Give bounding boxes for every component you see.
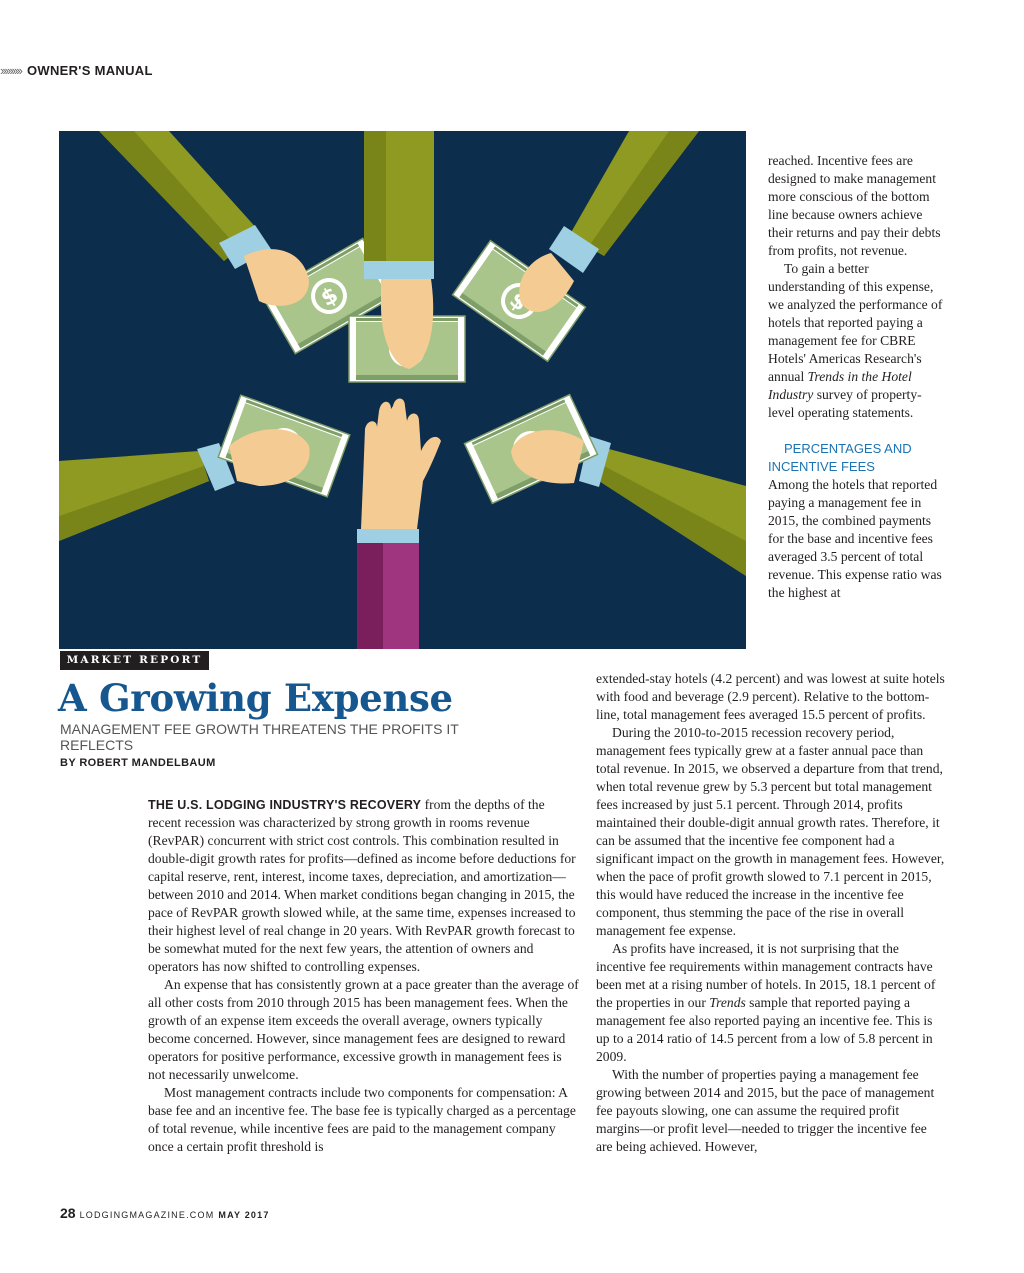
paragraph: During the 2010-to-2015 recession recovery period, management fees typically grew at a faster annual pace than total revenue. In 2015, we observed a departure from that trend, when total revenue grew by 5.3 percent but total management fees increased by just 5.1 percent. Through 2014, profits maintained their double-digit annual growth rates. Therefore, it can be assumed that the incentive fee component had a significant impact on the growth in management fees. However, when the pace of profit growth slowed to 7.1 percent in 2015, this would have reduced the increase in the incentive fee component, thus stemming the pace of the rise in overall management fee expense. bbox=[596, 725, 945, 938]
paragraph: Among the hotels that reported paying a management fee in 2015, the combined payments for the base and incentive fees averaged 3.5 percent of total revenue. This expense ratio was the highest at bbox=[768, 477, 942, 600]
arm-right bbox=[464, 395, 746, 576]
running-head bbox=[0, 63, 153, 78]
section-title: OWNER'S MANUAL bbox=[26, 63, 153, 78]
arm-top-right bbox=[453, 131, 699, 361]
page-number: 28 bbox=[60, 1205, 76, 1221]
byline: BY ROBERT MANDELBAUM bbox=[60, 757, 216, 769]
hands-with-money-illustration: $ bbox=[59, 131, 746, 649]
arm-left bbox=[59, 395, 350, 541]
text-run: survey of property-level operating statements. bbox=[768, 387, 922, 420]
paragraph: An expense that has consistently grown at a pace greater than the average of all other costs from 2010 through 2015 has been management fees. When the growth of an expense item exceeds the overall average, owners typically become concerned. However, since management fees are designed to reward operators for positive performance, excessive growth in management fees is not necessarily unwelcome. bbox=[148, 977, 579, 1082]
article-column-top-right bbox=[768, 152, 946, 602]
paragraph: With the number of properties paying a management fee growing between 2014 and 2015, but the pace of management fee payouts slowing, one can assume the required profit margins—or profit level—needed to trigger the incentive fee are being achieved. However, bbox=[596, 1067, 935, 1154]
hero-illustration bbox=[51, 120, 746, 649]
article-deck: MANAGEMENT FEE GROWTH THREATENS THE PROFITS IT REFLECTS bbox=[60, 721, 459, 753]
text-run: from the depths of the recent recession was characterized by strong growth in rooms revenue (RevPAR) concurrent with strict cost controls. This combination resulted in double-digit growth rates for profits—defined as income before deductions for capital reserve, rent, interest, income taxes, depreciation, and amortization—between 2010 and 2014. When market conditions began changing in 2015, the pace of RevPAR growth slowed while, at the same time, expenses increased to their highest level of real change in 20 years. With RevPAR growth forecast to be somewhat muted for the next few years, the attention of owners and operators has now shifted to controlling expenses. bbox=[148, 797, 576, 974]
text-run: sample that reported paying a management fee also reported paying an incentive fee. This is up to a 2014 ratio of 14.5 percent from a low of 5.8 percent in 2009. bbox=[596, 995, 933, 1064]
paragraph bbox=[768, 260, 946, 422]
arm-top-center bbox=[349, 131, 465, 382]
subhead bbox=[768, 440, 946, 476]
paragraph: Most management contracts include two components for compensation: A base fee and an incentive fee. The base fee is typically charged as a percentage of total revenue, while incentive fees are paid to the management company once a certain profit threshold is bbox=[148, 1085, 576, 1154]
article-column-left bbox=[148, 796, 580, 1156]
arm-bottom-open-hand bbox=[357, 399, 441, 650]
publication-title: Trends in the Hotel Industry bbox=[768, 369, 912, 402]
publication-title: Trends bbox=[709, 995, 746, 1010]
website: LODGINGMAGAZINE.COM bbox=[79, 1210, 215, 1220]
text-run: As profits have increased, it is not surprising that the incentive fee requirements within management contracts have been met at a rising number of hotels. In 2015, 18.1 percent of the properties in our bbox=[596, 941, 936, 1010]
paragraph bbox=[596, 940, 946, 1066]
chevron-ornament: ››››››››› bbox=[0, 63, 21, 78]
paragraph: extended-stay hotels (4.2 percent) and was lowest at suite hotels with food and beverage (2.9 percent). Relative to the bottom-line, total management fees averaged 15.5 percent of profits. bbox=[596, 671, 945, 722]
lead-in: THE U.S. LODGING INDUSTRY'S RECOVERY bbox=[148, 798, 422, 812]
article-headline: A Growing Expense bbox=[58, 676, 453, 720]
page-footer bbox=[60, 1205, 270, 1223]
subhead-line: INCENTIVE FEES bbox=[768, 459, 875, 474]
text-run: To gain a better understanding of this expense, we analyzed the performance of hotels that reported paying a management fee for CBRE Hotels' Americas Research's annual bbox=[768, 261, 943, 384]
subhead-line: PERCENTAGES AND bbox=[784, 441, 912, 456]
article-column-right bbox=[596, 670, 946, 1156]
issue-date: MAY 2017 bbox=[218, 1210, 270, 1220]
paragraph: reached. Incentive fees are designed to make management more conscious of the bottom line because owners achieve their returns and pay their debts from profits, not revenue. bbox=[768, 153, 941, 258]
paragraph bbox=[148, 796, 580, 976]
category-label: MARKET REPORT bbox=[60, 651, 209, 670]
